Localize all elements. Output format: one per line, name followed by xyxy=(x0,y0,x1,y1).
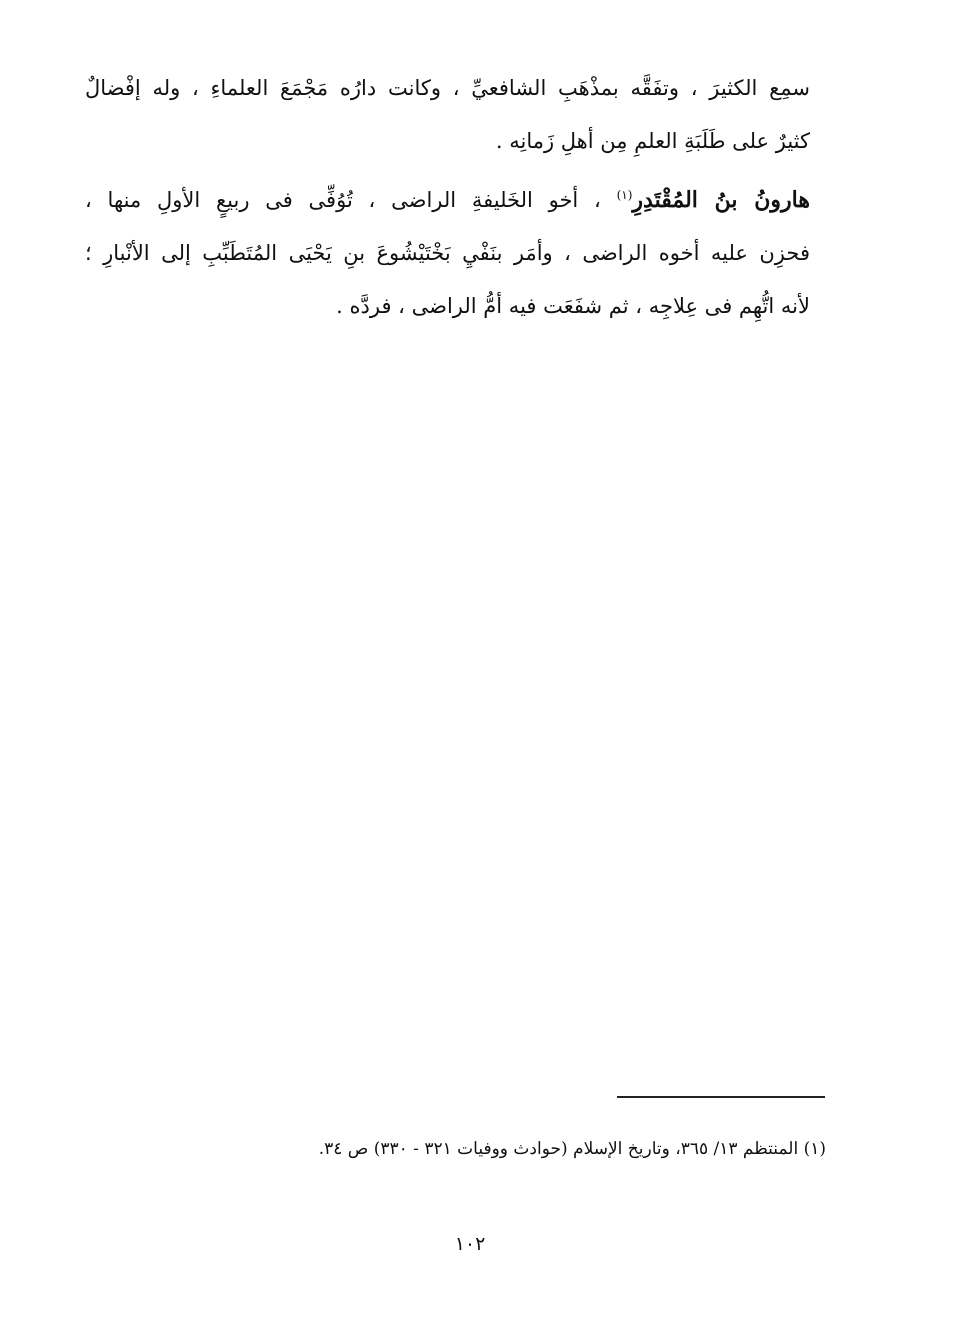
text-line: لأنه اتُّهِم فى عِلاجِه ، ثم شفَعَت فيه أمُّ الراضى ، فردَّه . xyxy=(336,294,810,318)
text-line xyxy=(85,174,810,227)
text-fragment: ، أخو الخَليفةِ الراضى ، تُوُفِّى فى ربيعٍ الأولِ منها ، xyxy=(85,188,601,212)
entry-heading-name: هارونُ بنُ المُقْتَدِرِ xyxy=(632,187,810,213)
footnote-reference: (١) xyxy=(616,188,633,202)
main-text xyxy=(85,62,810,333)
text-line: كثيرٌ على طَلَبَةِ العلمِ مِن أهلِ زَمانِه . xyxy=(495,129,810,153)
paragraph-1 xyxy=(85,62,810,168)
footnote: (١) المنتظم ١٣/ ٣٦٥، وتاريخ الإسلام (حوادث ووفيات ٣٢١ - ٣٣٠) ص ٣٤. xyxy=(318,1139,826,1159)
text-line: سمِع الكثيرَ ، وتفَقَّه بمذْهَبِ الشافعيِّ ، وكانت دارُه مَجْمَعَ العلماءِ ، وله إفْضالٌ xyxy=(85,76,810,100)
text-line: فحزِن عليه أخوه الراضى ، وأمَر بنَفْيِ بَخْتَيْشُوعَ بنِ يَحْيَى المُتَطَبِّبِ إلى الأنْبارِ ؛ xyxy=(85,241,810,265)
footnote-separator xyxy=(617,1096,825,1098)
paragraph-2 xyxy=(85,174,810,333)
page-number: ١٠٢ xyxy=(454,1233,486,1255)
